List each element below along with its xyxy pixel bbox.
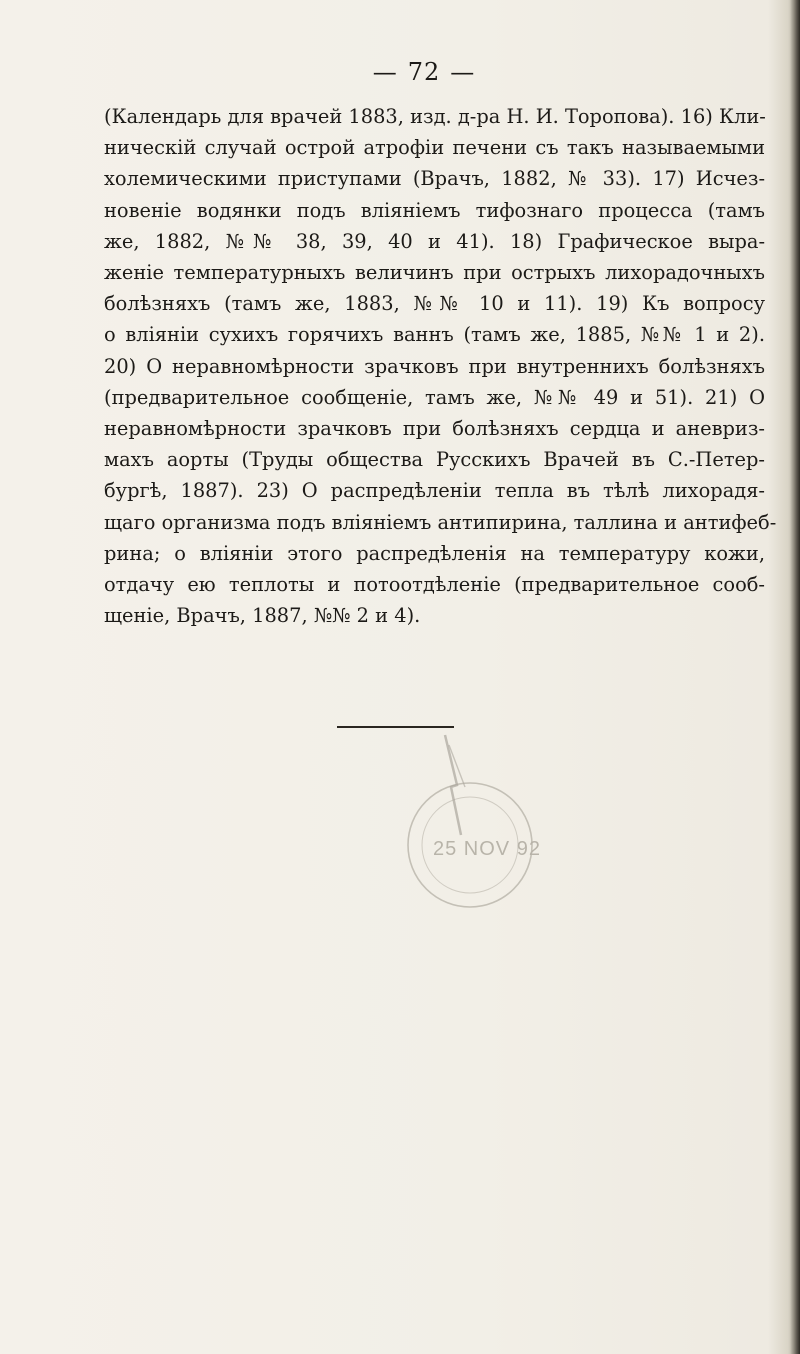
page-number-value: 72 (407, 58, 441, 86)
text-line: бургѣ, 1887). 23) О распредѣленіи тепла въ тѣлѣ лихорадя- (104, 479, 765, 503)
text-line: щаго организма подъ вліяніемъ антипирина, таллина и антифеб- (104, 510, 777, 534)
text-line: новеніе водянки подъ вліяніемъ тифознаго процесса (тамъ (104, 198, 765, 222)
page-number-dash-right: — (450, 58, 476, 86)
text-line: отдачу ею теплоты и потоотдѣленіе (предварительное сооб- (104, 573, 765, 597)
text-line: рина; о вліяніи этого распредѣленія на температуру кожи, (104, 541, 765, 565)
text-line: неравномѣрности зрачковъ при болѣзняхъ сердца и аневриз- (104, 417, 765, 441)
text-line: махъ аорты (Труды общества Русскихъ Врачей въ С.-Петер- (104, 448, 765, 472)
page-number (24, 58, 800, 86)
page-number-dash-left: — (372, 58, 398, 86)
text-line: холемическими приступами (Врачъ, 1882, № 33). 17) Исчез- (104, 167, 765, 191)
text-line: же, 1882, №№ 38, 39, 40 и 41). 18) Графическое выра- (104, 229, 765, 253)
page-edge-shadow (790, 0, 800, 1354)
body-paragraph (104, 101, 777, 631)
text-line-last: щеніе, Врачъ, 1887, №№ 2 и 4). (104, 604, 421, 628)
text-line: женіе температурныхъ величинъ при острыхъ лихорадочныхъ (104, 261, 765, 285)
library-stamp (365, 715, 565, 915)
stamp-date: 25 NOV 92 (433, 838, 541, 860)
text-line: ническій случай острой атрофіи печени съ такъ называемыми (104, 136, 765, 160)
text-line: 20) О неравномѣрности зрачковъ при внутреннихъ болѣзняхъ (104, 354, 765, 378)
text-line: о вліяніи сухихъ горячихъ ваннъ (тамъ же, 1885, №№ 1 и 2). (104, 323, 765, 347)
text-line: (предварительное сообщеніе, тамъ же, №№ 49 и 51). 21) О (104, 385, 765, 409)
text-line: болѣзняхъ (тамъ же, 1883, №№ 10 и 11). 19) Къ вопросу (104, 292, 765, 316)
text-line: (Календарь для врачей 1883, изд. д-ра Н. И. Торопова). 16) Кли- (104, 105, 766, 128)
